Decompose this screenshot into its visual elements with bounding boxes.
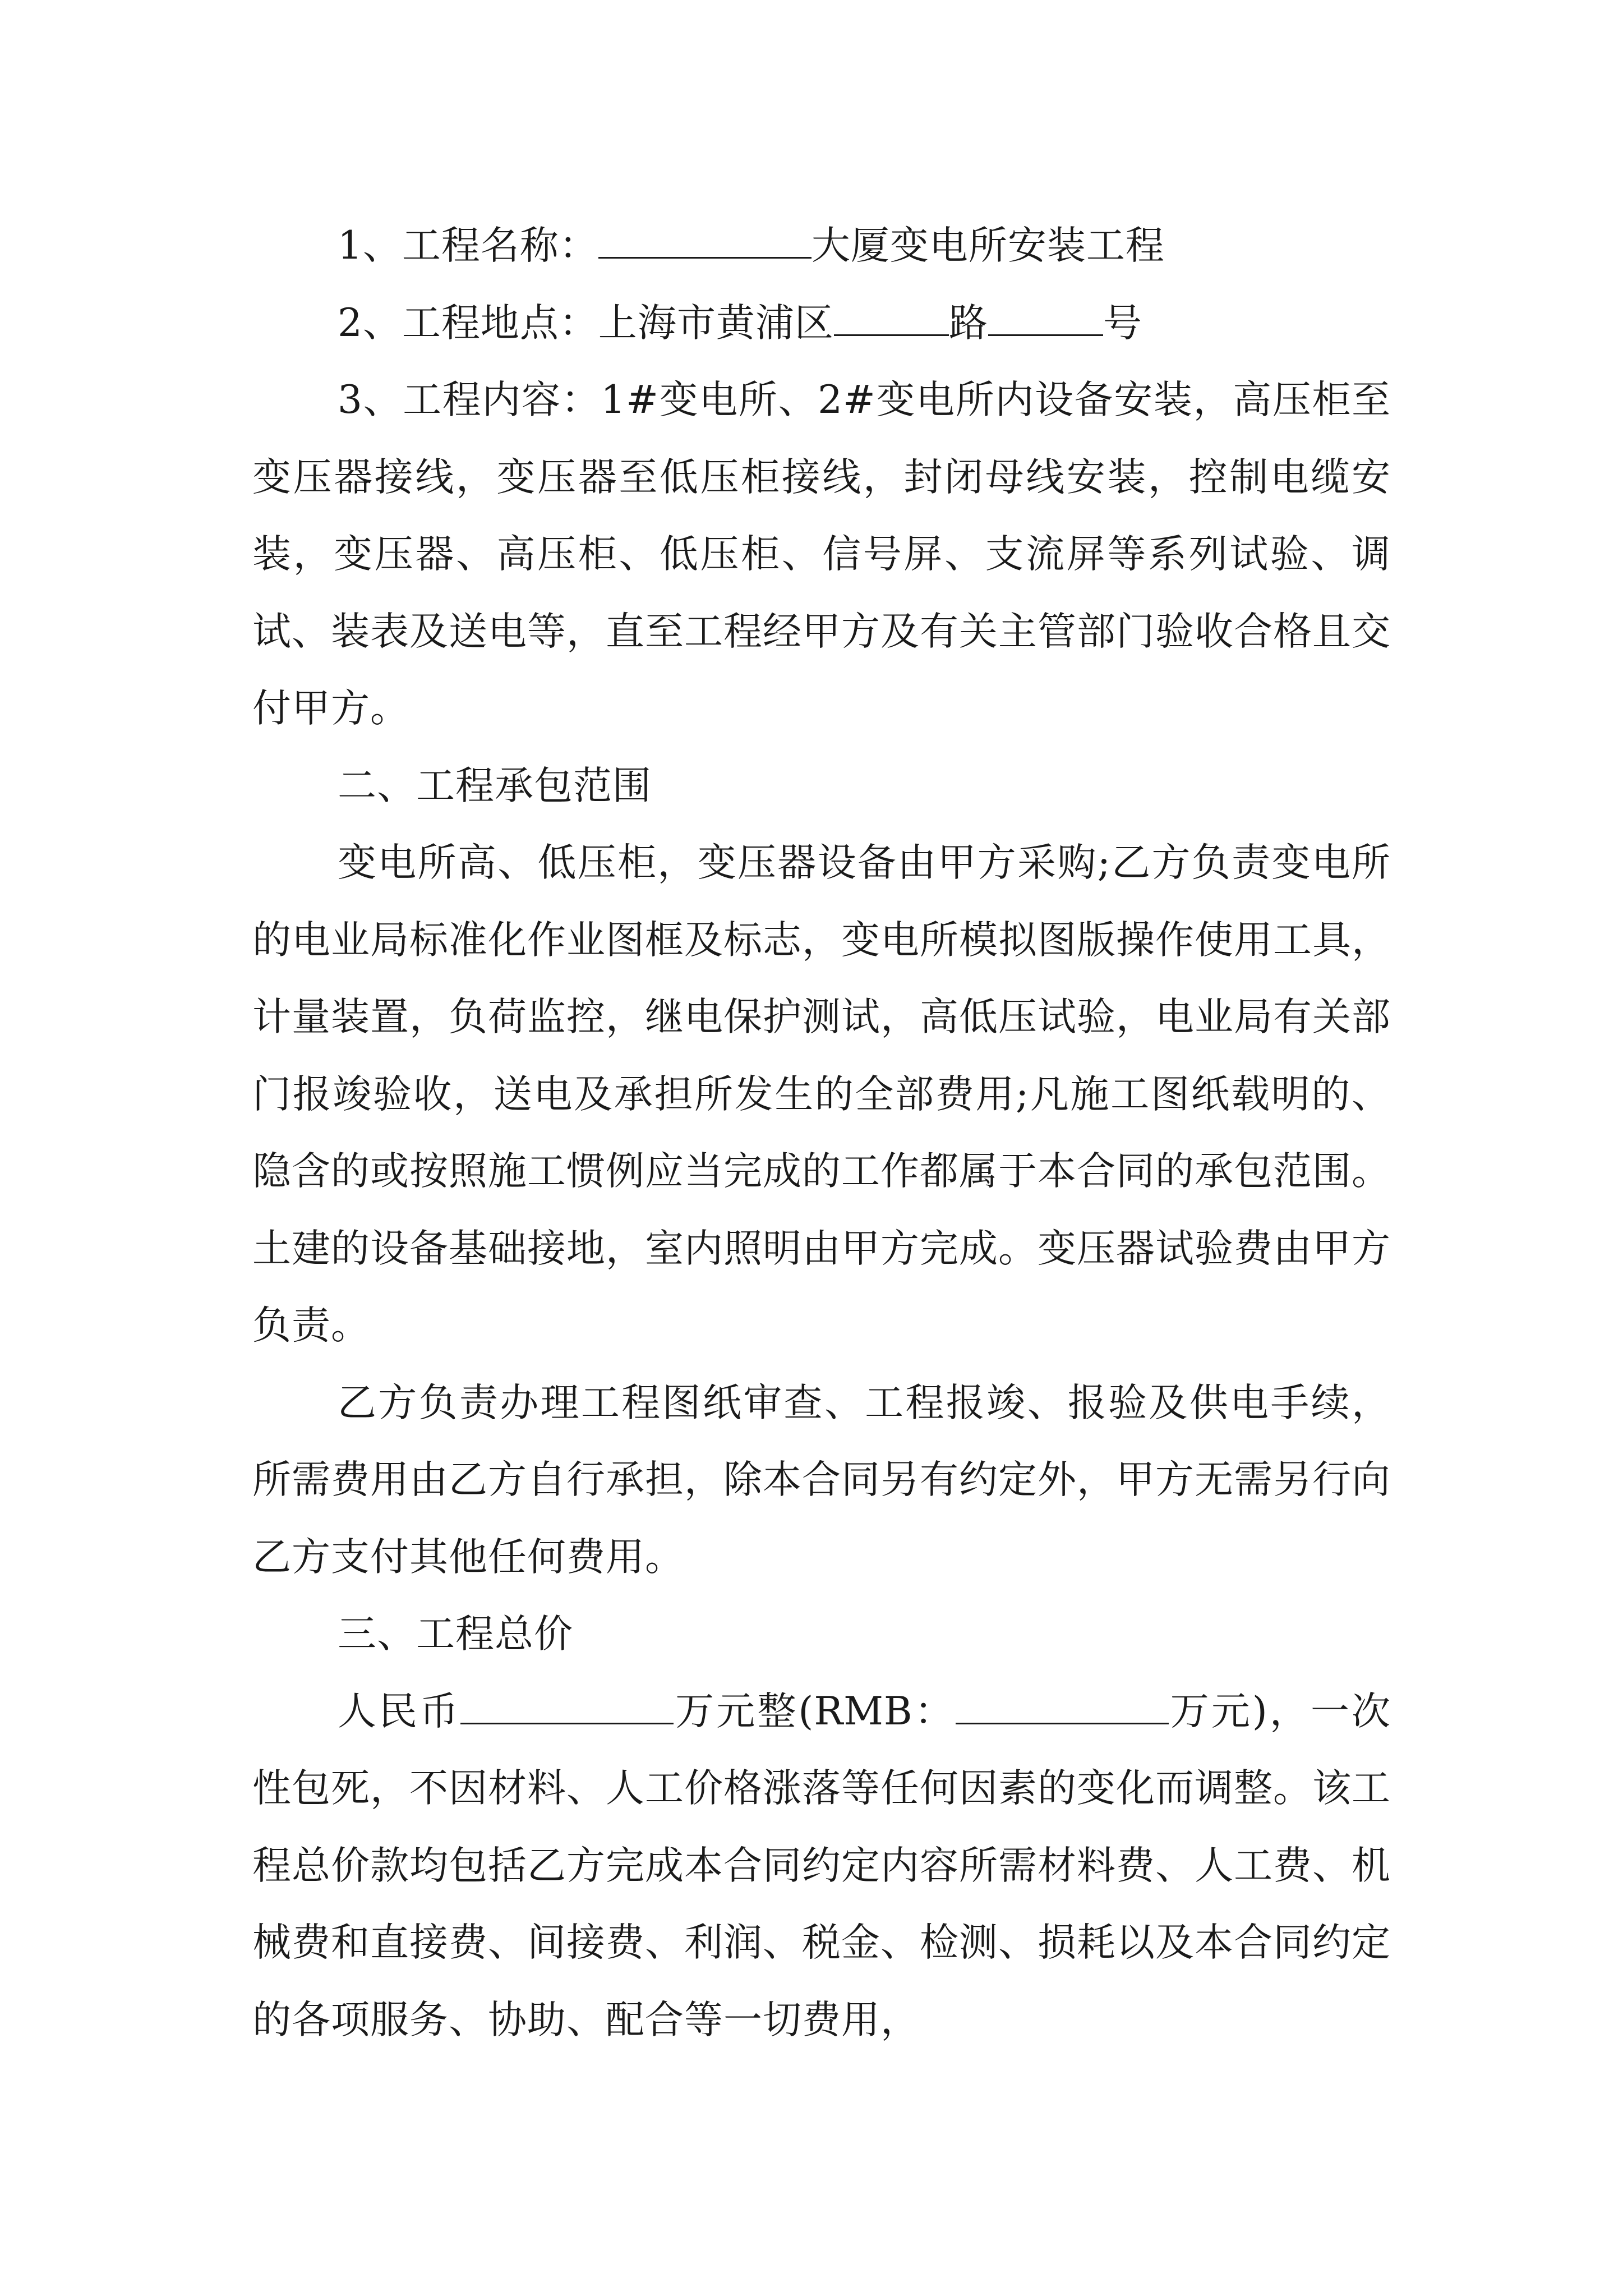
road-label: 路 xyxy=(948,300,988,346)
section-3-heading: 三、工程总价 xyxy=(338,1612,573,1657)
project-content-paragraph: 3、工程内容：1#变电所、2#变电所内设备安装，高压柜至变压器接线，变压器至低压柜接线，封闭母线安装，控制电缆安装，变压器、高压柜、低压柜、信号屏、支流屏等系列试验、调试、装表及送电等，直至工程经甲方及有关主管部门验收合格且交付甲方。 xyxy=(252,378,1391,731)
project-location-label: 2、工程地点：上海市黄浦区 xyxy=(338,300,834,346)
section-2-heading: 二、工程承包范围 xyxy=(338,763,652,808)
document-body xyxy=(252,208,1391,2059)
number-label: 号 xyxy=(1103,300,1142,346)
project-name-suffix: 大厦变电所安装工程 xyxy=(811,223,1165,268)
amount-blank xyxy=(460,1689,674,1724)
total-price-text: 万元)，一次性包死，不因材料、人工价格涨落等任何因素的变化而调整。该工程总价款均包括乙方完成本合同约定内容所需材料费、人工费、机械费和直接费、间接费、利润、税金、检测、损耗以及本合同约定的各项服务、协助、配合等一切费用， xyxy=(252,1688,1391,2042)
rmb-amount-blank xyxy=(956,1689,1169,1724)
contract-scope-paragraph-2: 乙方负责办理工程图纸审查、工程报竣、报验及供电手续，所需费用由乙方自行承担，除本合同另有约定外，甲方无需另行向乙方支付其他任何费用。 xyxy=(252,1380,1391,1580)
contract-scope-paragraph-1: 变电所高、低压柜，变压器设备由甲方采购;乙方负责变电所的电业局标准化作业图框及标志，变电所模拟图版操作使用工具，计量装置，负荷监控，继电保护测试，高低压试验，电业局有关部门报竣验收，送电及承担所发生的全部费用;凡施工图纸载明的、隐含的或按照施工惯例应当完成的工作都属于本合同的承包范围。土建的设备基础接地，室内照明由甲方完成。变压器试验费由甲方负责。 xyxy=(252,840,1391,1348)
project-name-blank xyxy=(598,223,811,259)
project-location-line xyxy=(252,285,1391,362)
total-price-paragraph xyxy=(252,1673,1391,2059)
project-name-label: 1、工程名称： xyxy=(338,223,598,268)
rmb-label: 人民币 xyxy=(338,1688,461,1734)
project-name-line xyxy=(252,208,1391,285)
number-blank xyxy=(988,301,1103,336)
road-blank xyxy=(834,301,949,336)
rmb-middle-text: 万元整(RMB： xyxy=(674,1688,956,1734)
